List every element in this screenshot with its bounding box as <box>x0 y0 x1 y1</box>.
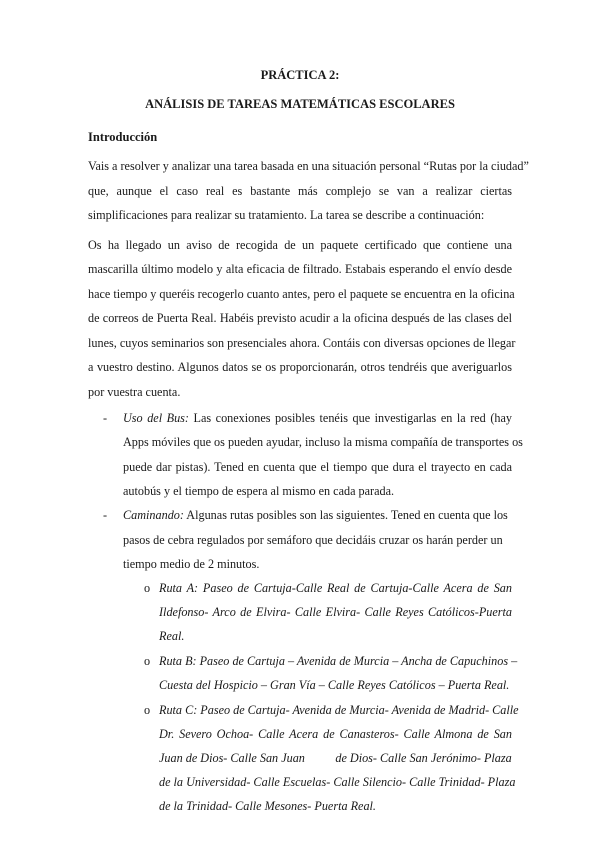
route-c-line: de la Universidad- Calle Escuelas- Calle Silencio- Calle Trinidad- Plaza <box>159 775 516 789</box>
route-bullet: o <box>144 703 151 717</box>
list-dash: - <box>103 508 108 522</box>
route-a-line: Ildefonso- Arco de Elvira- Calle Elvira- Calle Reyes Católicos-Puerta <box>159 605 512 619</box>
route-bullet: o <box>144 654 151 668</box>
paragraph-2-line: a vuestro destino. Algunos datos se os proporcionarán, otros tendréis que averiguarlos <box>88 360 512 374</box>
paragraph-2-line: de correos de Puerta Real. Habéis previsto acudir a la oficina después de las clases del <box>88 311 512 325</box>
walk-label: Caminando: <box>123 508 184 522</box>
bus-label: Uso del Bus: <box>123 411 189 425</box>
route-b-line: Ruta B: Paseo de Cartuja – Avenida de Murcia – Ancha de Capuchinos – <box>159 654 518 668</box>
route-c-line: Ruta C: Paseo de Cartuja- Avenida de Murcia- Avenida de Madrid- Calle <box>159 703 519 717</box>
walk-item-line: pasos de cebra regulados por semáforo que decidáis cruzar os harán perder un <box>123 533 503 547</box>
paragraph-1-line: simplificaciones para realizar su tratamiento. La tarea se describe a continuación: <box>88 208 485 222</box>
walk-item-line <box>123 507 512 523</box>
intro-heading: Introducción <box>88 130 158 144</box>
bus-item-line: autobús y el tiempo de espera al mismo en cada parada. <box>123 484 395 498</box>
route-a-line: Real. <box>159 629 185 643</box>
walk-text: Algunas rutas posibles son las siguientes. Tened en cuenta que los <box>183 508 508 522</box>
paragraph-2-line: lunes, cuyos seminarios son presenciales ahora. Contáis con diversas opciones de llegar <box>88 336 516 350</box>
route-c-line: Juan de Dios- Calle San Juan de Dios- Calle San Jerónimo- Plaza <box>159 751 512 765</box>
paragraph-2-line: por vuestra cuenta. <box>88 385 181 399</box>
route-a-line: Ruta A: Paseo de Cartuja-Calle Real de Cartuja-Calle Acera de San <box>159 581 512 595</box>
bus-item-line: Apps móviles que os pueden ayudar, incluso la misma compañía de transportes os <box>123 435 523 449</box>
paragraph-1-line: Vais a resolver y analizar una tarea basada en una situación personal “Rutas por la ciudad” <box>88 159 529 173</box>
route-b-line: Cuesta del Hospicio – Gran Vía – Calle Reyes Católicos – Puerta Real. <box>159 678 510 692</box>
bus-text: Las conexiones posibles tenéis que investigarlas en la red (hay <box>188 411 512 425</box>
bus-item-line <box>123 410 512 426</box>
paragraph-2-line: Os ha llegado un aviso de recogida de un paquete certificado que contiene una <box>88 238 512 252</box>
paragraph-2-line: hace tiempo y queréis recogerlo cuanto antes, pero el paquete se encuentra en la oficina <box>88 287 515 301</box>
route-c-line: Dr. Severo Ochoa- Calle Acera de Canasteros- Calle Almona de San <box>159 727 512 741</box>
route-bullet: o <box>144 581 151 595</box>
document-title: ANÁLISIS DE TAREAS MATEMÁTICAS ESCOLARES <box>145 97 455 111</box>
walk-item-line: tiempo medio de 2 minutos. <box>123 557 260 571</box>
bus-item-line: puede dar pistas). Tened en cuenta que el tiempo que dura el trayecto en cada <box>123 460 512 474</box>
list-dash: - <box>103 411 108 425</box>
paragraph-1-line: que, aunque el caso real es bastante más complejo se van a realizar ciertas <box>88 184 512 198</box>
route-c-line: de la Trinidad- Calle Mesones- Puerta Real. <box>159 799 376 813</box>
paragraph-2-line: mascarilla último modelo y alta eficacia de filtrado. Estabais esperando el envío desde <box>88 262 512 276</box>
practice-title: PRÁCTICA 2: <box>260 68 340 82</box>
